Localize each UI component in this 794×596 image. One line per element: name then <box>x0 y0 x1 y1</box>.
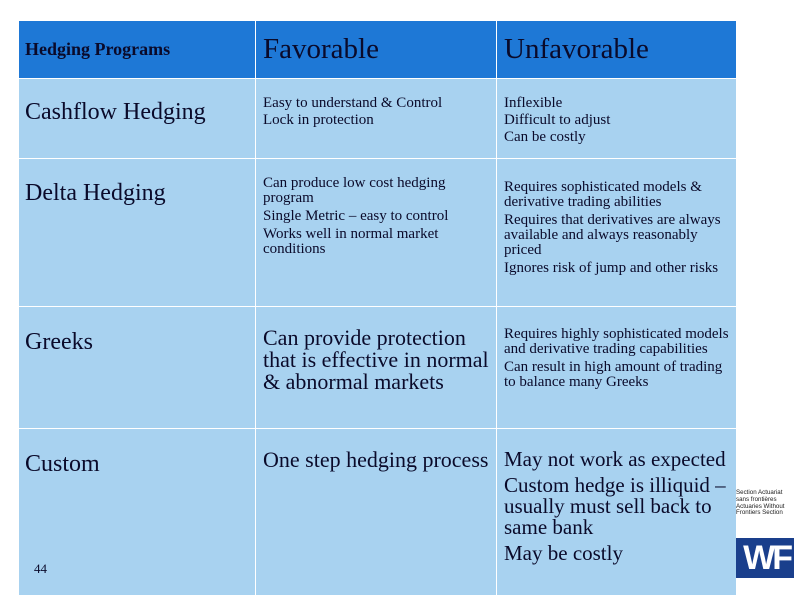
unfavorable-list <box>497 429 736 564</box>
actuaries-without-frontiers-logo <box>736 490 794 595</box>
favorable-list <box>256 429 496 471</box>
list-item: Requires sophisticated models & derivative trading abilities <box>504 179 702 210</box>
list-item: Can be costly <box>504 129 586 145</box>
program-name: Cashflow Hedging <box>25 99 206 125</box>
unfavorable-list <box>497 159 736 276</box>
list-item: May be costly <box>504 541 623 565</box>
list-item: Works well in normal market conditions <box>263 226 439 257</box>
hedging-comparison-table <box>18 20 737 596</box>
favorable-list <box>256 79 496 128</box>
list-item: Requires highly sophisticated models and derivative trading capabilities <box>504 326 729 357</box>
list-item: Single Metric – easy to control <box>263 208 449 224</box>
list-item: Can provide protection that is effective in normal & abnormal markets <box>263 325 489 394</box>
program-name: Custom <box>25 451 100 477</box>
logo-line: Actuaries Without <box>736 502 785 510</box>
logo-mark: WF <box>736 538 794 578</box>
favorable-list <box>256 307 496 393</box>
unfavorable-list <box>497 79 736 145</box>
header-hedging-programs: Hedging Programs <box>19 21 256 79</box>
header-favorable: Favorable <box>256 21 497 79</box>
table-row <box>19 79 737 159</box>
table-row <box>19 307 737 429</box>
list-item: Can result in high amount of trading to balance many Greeks <box>504 359 723 390</box>
list-item: May not work as expected <box>504 447 726 471</box>
list-item: Easy to understand & Control <box>263 95 443 111</box>
unfavorable-list <box>497 307 736 390</box>
logo-line: Frontiers Section <box>736 509 783 517</box>
list-item: Difficult to adjust <box>504 112 611 128</box>
list-item: Custom hedge is illiquid – usually must sell back to same bank <box>504 473 726 539</box>
program-name: Greeks <box>25 329 93 355</box>
list-item: Requires that derivatives are always available and always reasonably priced <box>504 212 721 258</box>
logo-line: sans frontières <box>736 495 777 503</box>
logo-text <box>736 490 794 517</box>
list-item: Can produce low cost hedging program <box>263 175 446 206</box>
table-row <box>19 159 737 307</box>
program-name: Delta Hedging <box>25 180 166 206</box>
table-row <box>19 429 737 596</box>
list-item: Lock in protection <box>263 112 374 128</box>
table-header-row <box>19 21 737 79</box>
list-item: Inflexible <box>504 95 563 111</box>
header-unfavorable: Unfavorable <box>497 21 737 79</box>
list-item: Ignores risk of jump and other risks <box>504 260 719 276</box>
logo-line: Section Actuariat <box>736 489 783 496</box>
list-item: One step hedging process <box>263 447 489 472</box>
page-number: 44 <box>34 561 47 576</box>
favorable-list <box>256 159 496 257</box>
